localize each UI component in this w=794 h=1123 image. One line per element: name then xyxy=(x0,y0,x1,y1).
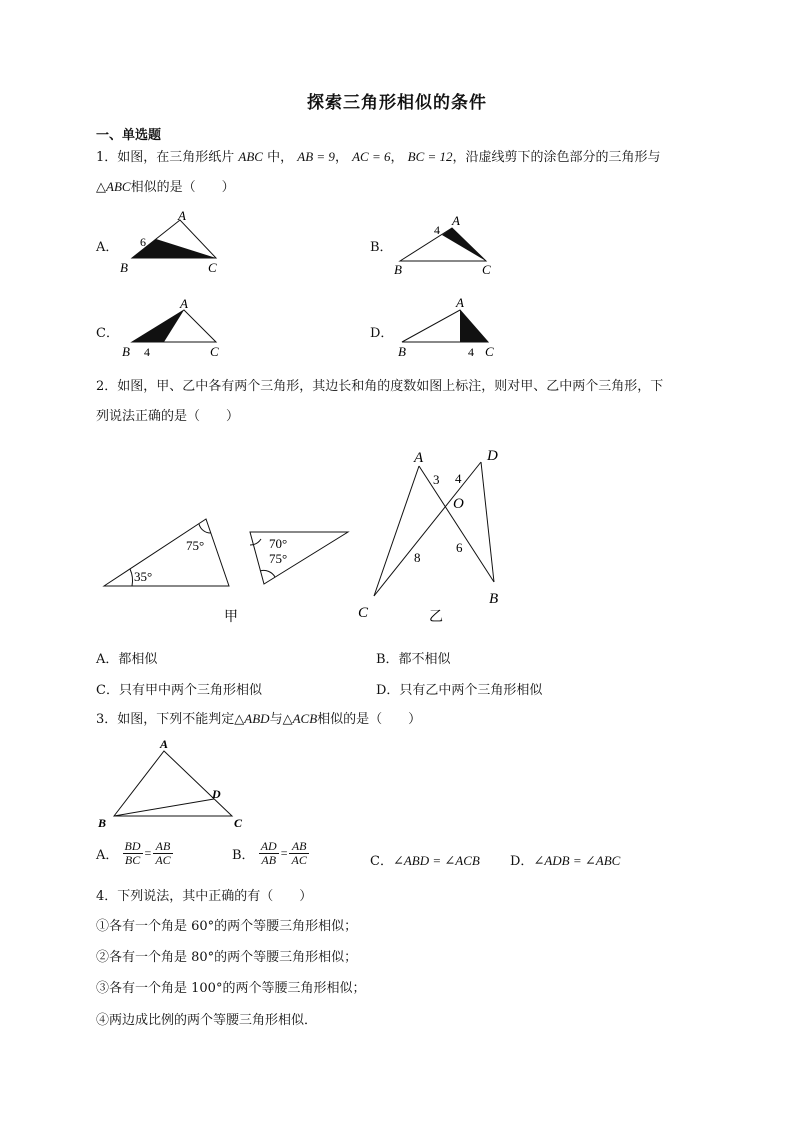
equals-sign: = xyxy=(280,846,288,860)
jia-triangle-2 xyxy=(250,532,348,584)
fraction xyxy=(259,840,279,867)
q2-figure xyxy=(96,440,526,630)
q1-option-c-label[interactable]: C． xyxy=(96,326,119,341)
length-3-label: 3 xyxy=(433,472,440,487)
vertex-a-label: A xyxy=(180,296,188,311)
vertex-c-label: C xyxy=(482,262,491,277)
angle-35-label: 35° xyxy=(134,569,153,584)
q1-sep1: ， xyxy=(334,150,348,165)
q1-text-b: ，沿虚线剪下的涂色部分的三角形与 xyxy=(452,150,661,165)
q4-item-3: ③各有一个角是 100°的两个等腰三角形相似； xyxy=(96,981,366,996)
denominator: AB xyxy=(261,853,277,867)
q3-tri1: △ABD xyxy=(234,711,270,726)
side-length-label: 4 xyxy=(434,223,440,237)
q1-abc: ABC xyxy=(238,149,263,164)
angle-arc xyxy=(130,569,133,586)
q2-stem-line1: 2．如图，甲、乙中各有两个三角形，其边长和角的度数如图上标注，则对甲、乙中两个三角形，下 xyxy=(96,379,664,394)
fraction xyxy=(153,840,172,867)
length-8-label: 8 xyxy=(414,550,421,565)
vertex-a-label: A xyxy=(456,295,464,310)
point-c-label: C xyxy=(234,816,243,830)
q3-option-c[interactable] xyxy=(370,850,480,869)
angle-75b-label: 75° xyxy=(269,551,288,566)
q3-text-b: 相似的是（ ） xyxy=(317,712,422,727)
vertex-c-label: C xyxy=(485,344,494,359)
q3-yu: 与 xyxy=(269,712,283,727)
side-length-label: 4 xyxy=(144,345,150,359)
vertex-a-label: A xyxy=(178,208,186,223)
section-heading: 一、单选题 xyxy=(96,128,162,143)
page-title: 探索三角形相似的条件 xyxy=(307,93,487,113)
q2-option-b[interactable]: B．都不相似 xyxy=(376,652,451,667)
vertex-c-label: C xyxy=(210,344,219,359)
segment-bd xyxy=(114,799,214,816)
side-length-label: 4 xyxy=(468,345,474,359)
numerator: AD xyxy=(260,839,277,853)
q1-text-a: 1．如图，在三角形纸片 xyxy=(96,150,235,165)
angle-75-label: 75° xyxy=(186,538,205,553)
point-b-label: B xyxy=(98,816,107,830)
jia-triangle-1 xyxy=(104,519,229,586)
q3-option-d-label: D． xyxy=(510,854,534,869)
q4-item-4: ④两边成比例的两个等腰三角形相似． xyxy=(96,1013,318,1028)
q2-stem-line2: 列说法正确的是（ ） xyxy=(96,409,240,424)
point-o-label: O xyxy=(453,496,464,512)
q1-option-a-label[interactable]: A． xyxy=(96,240,119,255)
q1-option-b-label[interactable]: B． xyxy=(370,240,393,255)
q1-line2-text: 相似的是（ ） xyxy=(130,180,235,195)
numerator: AB xyxy=(153,840,172,854)
q2-option-c[interactable]: C．只有甲中两个三角形相似 xyxy=(96,683,262,698)
q3-option-a-label: A． xyxy=(96,848,119,863)
q1-option-c-figure[interactable] xyxy=(118,294,228,360)
q1-bc: BC = 12 xyxy=(407,149,453,164)
numerator: BD xyxy=(124,839,141,853)
q1-option-a-figure[interactable] xyxy=(118,208,228,274)
denominator: AC xyxy=(155,853,171,867)
q3-option-b-label: B． xyxy=(232,848,255,863)
q4-item-2: ②各有一个角是 80°的两个等腰三角形相似； xyxy=(96,950,358,965)
shaded-triangle xyxy=(442,228,486,261)
q3-stem xyxy=(96,710,421,729)
q4-stem: 4．下列说法，其中正确的有（ ） xyxy=(96,889,313,904)
segment-dc xyxy=(374,462,481,596)
triangle-outline xyxy=(400,228,486,261)
vertex-a-label: A xyxy=(452,213,460,228)
point-d-label: D xyxy=(212,787,221,801)
q1-sep2: ， xyxy=(390,150,404,165)
equals-sign: = xyxy=(144,846,152,860)
point-d-label: D xyxy=(487,448,498,464)
point-c-label: C xyxy=(358,605,369,621)
q1-stem-line1 xyxy=(96,148,661,167)
length-4-label: 4 xyxy=(455,471,462,486)
q1-ab: AB = 9 xyxy=(297,149,335,164)
fraction xyxy=(123,840,143,867)
numerator: AB xyxy=(289,840,308,854)
fraction xyxy=(289,840,308,867)
q2-option-d[interactable]: D．只有乙中两个三角形相似 xyxy=(376,683,543,698)
q3-figure xyxy=(92,734,252,834)
yi-label: 乙 xyxy=(429,610,443,625)
q1-ac: AC = 6 xyxy=(352,149,391,164)
q2-option-a[interactable]: A．都相似 xyxy=(96,652,158,667)
q1-option-d-label[interactable]: D． xyxy=(370,326,394,341)
q4-item-1: ①各有一个角是 60°的两个等腰三角形相似； xyxy=(96,919,358,934)
denominator: BC xyxy=(124,853,141,867)
segment-ac xyxy=(374,466,419,596)
q3-text-a: 3．如图，下列不能判定 xyxy=(96,712,235,727)
vertex-b-label: B xyxy=(394,262,402,277)
jia-label: 甲 xyxy=(224,610,238,625)
q1-tri-abc: △ABC xyxy=(96,179,131,194)
q3-option-d-math: ∠ADB = ∠ABC xyxy=(533,853,621,868)
point-b-label: B xyxy=(489,591,499,607)
vertex-c-label: C xyxy=(208,260,217,274)
vertex-b-label: B xyxy=(122,344,130,359)
denominator: AC xyxy=(291,853,307,867)
vertex-b-label: B xyxy=(398,344,406,359)
side-length-label: 6 xyxy=(140,235,146,249)
vertex-b-label: B xyxy=(120,260,128,274)
point-a-label: A xyxy=(414,450,424,466)
q3-option-a[interactable] xyxy=(96,840,173,867)
q3-tri2: △ACB xyxy=(282,711,318,726)
q3-option-d[interactable] xyxy=(510,850,620,869)
q1-option-b-figure[interactable] xyxy=(390,208,500,278)
q3-option-c-label: C． xyxy=(370,854,393,869)
point-a-label: A xyxy=(160,737,169,751)
q1-zhong: 中， xyxy=(267,150,294,165)
q3-option-c-math: ∠ABD = ∠ACB xyxy=(392,853,480,868)
q1-stem-line2 xyxy=(96,178,235,197)
angle-70-label: 70° xyxy=(269,536,288,551)
length-6-label: 6 xyxy=(456,540,463,555)
q3-option-b[interactable] xyxy=(232,840,309,867)
q1-option-d-figure[interactable] xyxy=(390,294,500,360)
